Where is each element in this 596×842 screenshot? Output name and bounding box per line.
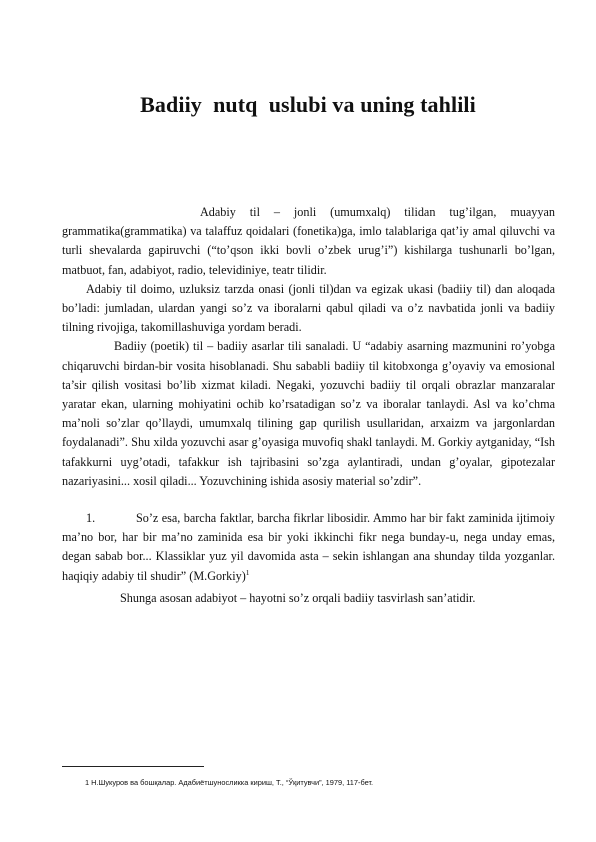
paragraph-literary-language: Adabiy til – jonli (umumxalq) tilidan tug’ilgan, muayyan grammatika(grammatika) va talaffuz qoidalari (fonetika)ga, imlo talablariga qat’iy amal qiluvchi va turli shevalarda gapiruvchi (“to’qson ikki bovli o’zbek urug’i”) kishilarga tushunarli bo’lgan, matbuot, fan, adabiyot, radio, televidiniye, teatr tilidir. [62, 205, 555, 277]
paragraph-conclusion: Shunga asosan adabiyot – hayotni so’z orqali badiiy tasvirlash san’atidir. [120, 590, 476, 605]
footnote-reference[interactable]: 1 [245, 567, 250, 577]
document-body [62, 203, 555, 608]
list-item-1 [62, 509, 555, 586]
list-item-text: So’z esa, barcha faktlar, barcha fikrlar libosidir. Ammo har bir fakt zaminida ijtimoiy ma’no bor, har bir ma’no zaminida esa bir yoki ikkinchi fikr nega bunday-u, nega unday emas, degan sabab bor... Klassiklar yuz yil davomida asta – sekin ishlangan ana shunday tilda yozganlar. haqiqiy adabiy til shudir” (M.Gorkiy) [62, 511, 555, 583]
paragraph-artistic-language: Badiiy (poetik) til – badiiy asarlar tili sanaladi. U “adabiy asarning mazmunini ro’yobga chiqaruvchi birdan-bir vosita hisoblanadi. Shu sababli badiiy til kitobxonga g’oyaviy va emosional ta’sir qilish vositasi bo’lib xizmat kiladi. Negaki, yozuvchi badiiy til orqali obrazlar manzaralar yaratar ekan, ularning mohiyatini ochib ko’rsatadigan so’z va iboralar tanlaydi. Asl va ko’chma ma’noli so’zlar qo’llaydi, umumxalq tilining gap qurilish usullaridan, arxaizm va jargonlardan foydalanadi”. Shu xilda yozuvchi asar g’oyasiga muvofiq shakl tanlaydi. M. Gorkiy aytganiday, “Ish tafakkurni uyg’otadi, tafakkur ish tajribasini so’zga aylantiradi, undan g’oyalar, gipotezalar nazariyasini... xosil qiladi... Yozuvchining ishida asosiy material so’zdir”. [62, 339, 555, 488]
paragraph-literary-language-relations: Adabiy til doimo, uzluksiz tarzda onasi (jonli til)dan va egizak ukasi (badiiy til) dan aloqada bo’ladi: jumladan, ulardan yangi so’z va iboralarni qabul qiladi va o’z navbatida jonli va badiiy tilning rivojiga, takomillashuviga yordam beradi. [62, 281, 555, 335]
paragraph-gap [62, 491, 555, 509]
footnote: 1 Н.Шукуров ва бошқалар. Адабиётшуносликка кириш, Т., “Ўқитувчи”, 1979, 117-бет. [85, 778, 374, 787]
footnote-separator [62, 766, 204, 767]
list-number: 1. [86, 511, 96, 526]
document-title: Badiiy nutq uslubi va uning tahlili [140, 92, 476, 117]
